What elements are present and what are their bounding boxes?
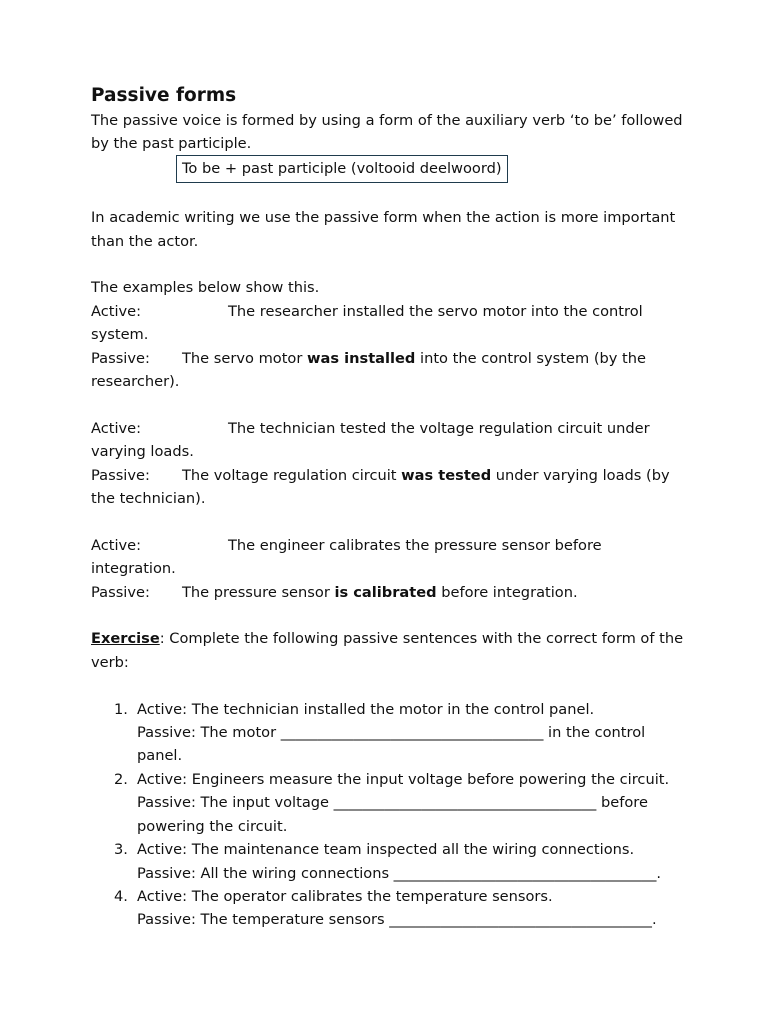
- exercise-instruction: : Complete the following passive sentences with the correct form of the verb:: [91, 630, 684, 671]
- exercise-item: [91, 698, 691, 768]
- passive-sentence-start: The servo motor: [182, 349, 308, 367]
- spacer: [91, 604, 691, 627]
- item-number: 2.: [114, 770, 128, 788]
- active-label: Active:: [91, 302, 142, 320]
- examples-intro: The examples below show this.: [91, 279, 320, 297]
- item-number: 4.: [114, 887, 128, 905]
- spacer: [91, 183, 691, 206]
- passive-sentence-start: The pressure sensor: [182, 583, 335, 601]
- active-sentence: The technician tested the voltage regulation circuit under varying loads.: [91, 419, 650, 461]
- item-passive: Passive: The temperature sensors ____________________________________.: [137, 911, 657, 929]
- active-sentence: The researcher installed the servo motor into the control system.: [91, 302, 643, 344]
- document-body: [91, 84, 691, 932]
- spacer: [91, 510, 691, 533]
- exercise-list: [91, 698, 691, 932]
- example-active: [91, 300, 691, 347]
- item-passive: Passive: The motor ____________________________________ in the control panel.: [137, 724, 646, 765]
- exercise-item: [91, 768, 691, 838]
- passive-sentence-start: The voltage regulation circuit: [182, 466, 402, 484]
- example-active: [91, 417, 691, 464]
- passive-sentence-end: before integration.: [436, 583, 578, 601]
- passive-label: Passive:: [91, 583, 150, 601]
- item-number: 3.: [114, 841, 128, 859]
- passive-verb: was installed: [307, 349, 416, 367]
- item-active: Active: Engineers measure the input voltage before powering the circuit.: [137, 770, 670, 788]
- exercise-item: [91, 885, 691, 932]
- item-active: Active: The maintenance team inspected all the wiring connections.: [137, 841, 635, 859]
- spacer: [91, 253, 691, 276]
- item-number: 1.: [114, 700, 128, 718]
- passive-label: Passive:: [91, 349, 150, 367]
- academic-paragraph: In academic writing we use the passive form when the action is more important than the actor.: [91, 209, 676, 250]
- exercise-heading: [91, 627, 691, 674]
- passive-sentence-end: into the control system (by the researcher).: [91, 349, 647, 391]
- spacer: [91, 674, 691, 697]
- active-label: Active:: [91, 419, 142, 437]
- passive-verb: was tested: [401, 466, 492, 484]
- exercise-title: Exercise: [91, 630, 160, 648]
- exercise-item: [91, 838, 691, 885]
- passive-sentence-end: under varying loads (by the technician).: [91, 466, 670, 508]
- example-active: [91, 534, 691, 581]
- spacer: [91, 393, 691, 416]
- passive-label: Passive:: [91, 466, 150, 484]
- passive-verb: is calibrated: [334, 583, 437, 601]
- example-passive: [91, 464, 691, 511]
- formula-box: To be + past participle (voltooid deelwoord): [176, 155, 508, 183]
- item-passive: Passive: The input voltage ____________________________________ before powering the circuit.: [137, 794, 648, 835]
- page-title: Passive forms: [91, 85, 237, 106]
- active-sentence: The engineer calibrates the pressure sensor before integration.: [91, 536, 602, 578]
- item-passive: Passive: All the wiring connections ____________________________________.: [137, 864, 662, 882]
- item-active: Active: The technician installed the motor in the control panel.: [137, 700, 595, 718]
- formula-row: [91, 156, 691, 183]
- intro-paragraph: The passive voice is formed by using a form of the auxiliary verb ‘to be’ followed by the past participle.: [91, 112, 683, 153]
- example-passive: [91, 347, 691, 394]
- active-label: Active:: [91, 536, 142, 554]
- example-passive: [91, 581, 691, 604]
- item-active: Active: The operator calibrates the temperature sensors.: [137, 887, 553, 905]
